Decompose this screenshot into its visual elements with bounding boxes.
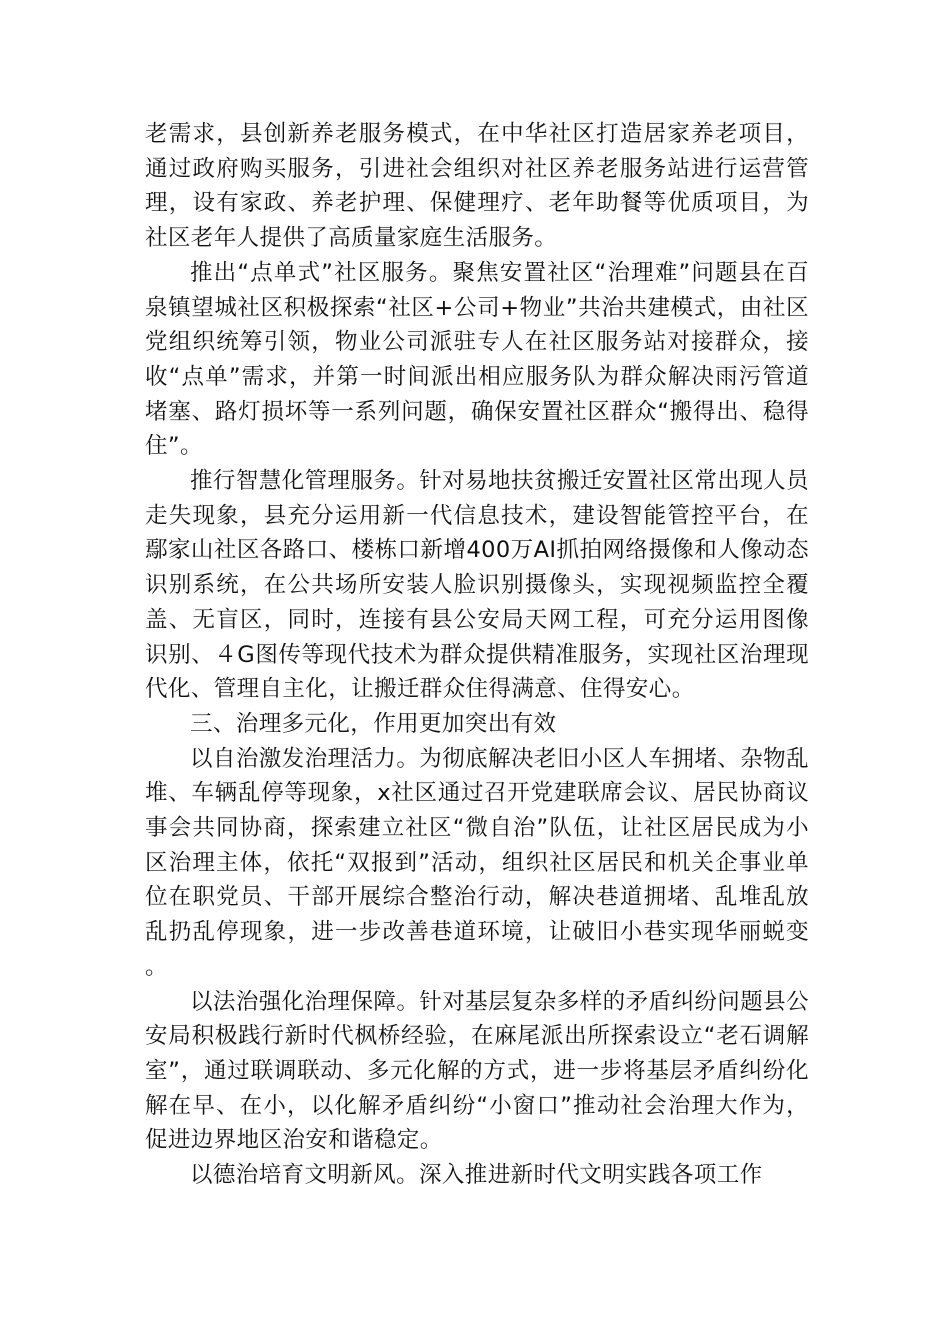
paragraph-order-style-service: 推出“点单式”社区服务。聚焦安置社区“治理难”问题县在百泉镇望城社区积极探索“社区+公司+物业”共治共建模式，由社区党组织统筹引领，物业公司派驻专人在社区服务站对接群众，接收“点单”需求，并第一时间派出相应服务队为群众解决雨污管道堵塞、路灯损坏等一系列问题，确保安置社区群众“搬得出、稳得住”。: [145, 259, 809, 460]
paragraph-self-governance: 以自治激发治理活力。为彻底解决老旧小区人车拥堵、杂物乱堆、车辆乱停等现象，x社区通过召开党建联席会议、居民协商议事会共同协商，探索建立社区“微自治”队伍，让社区居民成为小区治理主体，依托“双报到”活动，组织社区居民和机关企事业单位在职党员、干部开展综合整治行动，解决巷道拥堵、乱堆乱放乱扔乱停现象，进一步改善巷道环境，让破旧小巷实现华丽蜕变。: [145, 745, 809, 980]
paragraph-smart-management: 推行智慧化管理服务。针对易地扶贫搬迁安置社区常出现人员走失现象，县充分运用新一代信息技术，建设智能管控平台，在鄢家山社区各路口、楼栋口新增400万AI抓拍网络摄像和人像动态识别系统，在公共场所安装人脸识别摄像头，实现视频监控全覆盖、无盲区，同时，连接有县公安局天网工程，可充分运用图像识别、４G图传等现代技术为群众提供精准服务，实现社区治理现代化、管理自主化，让搬迁群众住得满意、住得安心。: [145, 468, 809, 703]
paragraph-elderly-care-continuation: 老需求，县创新养老服务模式，在中华社区打造居家养老项目，通过政府购买服务，引进社会组织对社区养老服务站进行运营管理，设有家政、养老护理、保健理疗、老年助餐等优质项目，为社区老年人提供了高质量家庭生活服务。: [145, 121, 809, 252]
document-page: [145, 117, 809, 1193]
section-heading-3: 三、治理多元化，作用更加突出有效: [190, 710, 557, 737]
paragraph-rule-of-virtue: 以德治培育文明新风。深入推进新时代文明实践各项工作: [190, 1162, 763, 1189]
paragraph-rule-of-law: 以法治强化治理保障。针对基层复杂多样的矛盾纠纷问题县公安局积极践行新时代枫桥经验，在麻尾派出所探索设立“老石调解室”，通过联调联动、多元化解的方式，进一步将基层矛盾纠纷化解在早、在小，以化解矛盾纠纷“小窗口”推动社会治理大作为，促进边界地区治安和谐稳定。: [145, 988, 809, 1154]
